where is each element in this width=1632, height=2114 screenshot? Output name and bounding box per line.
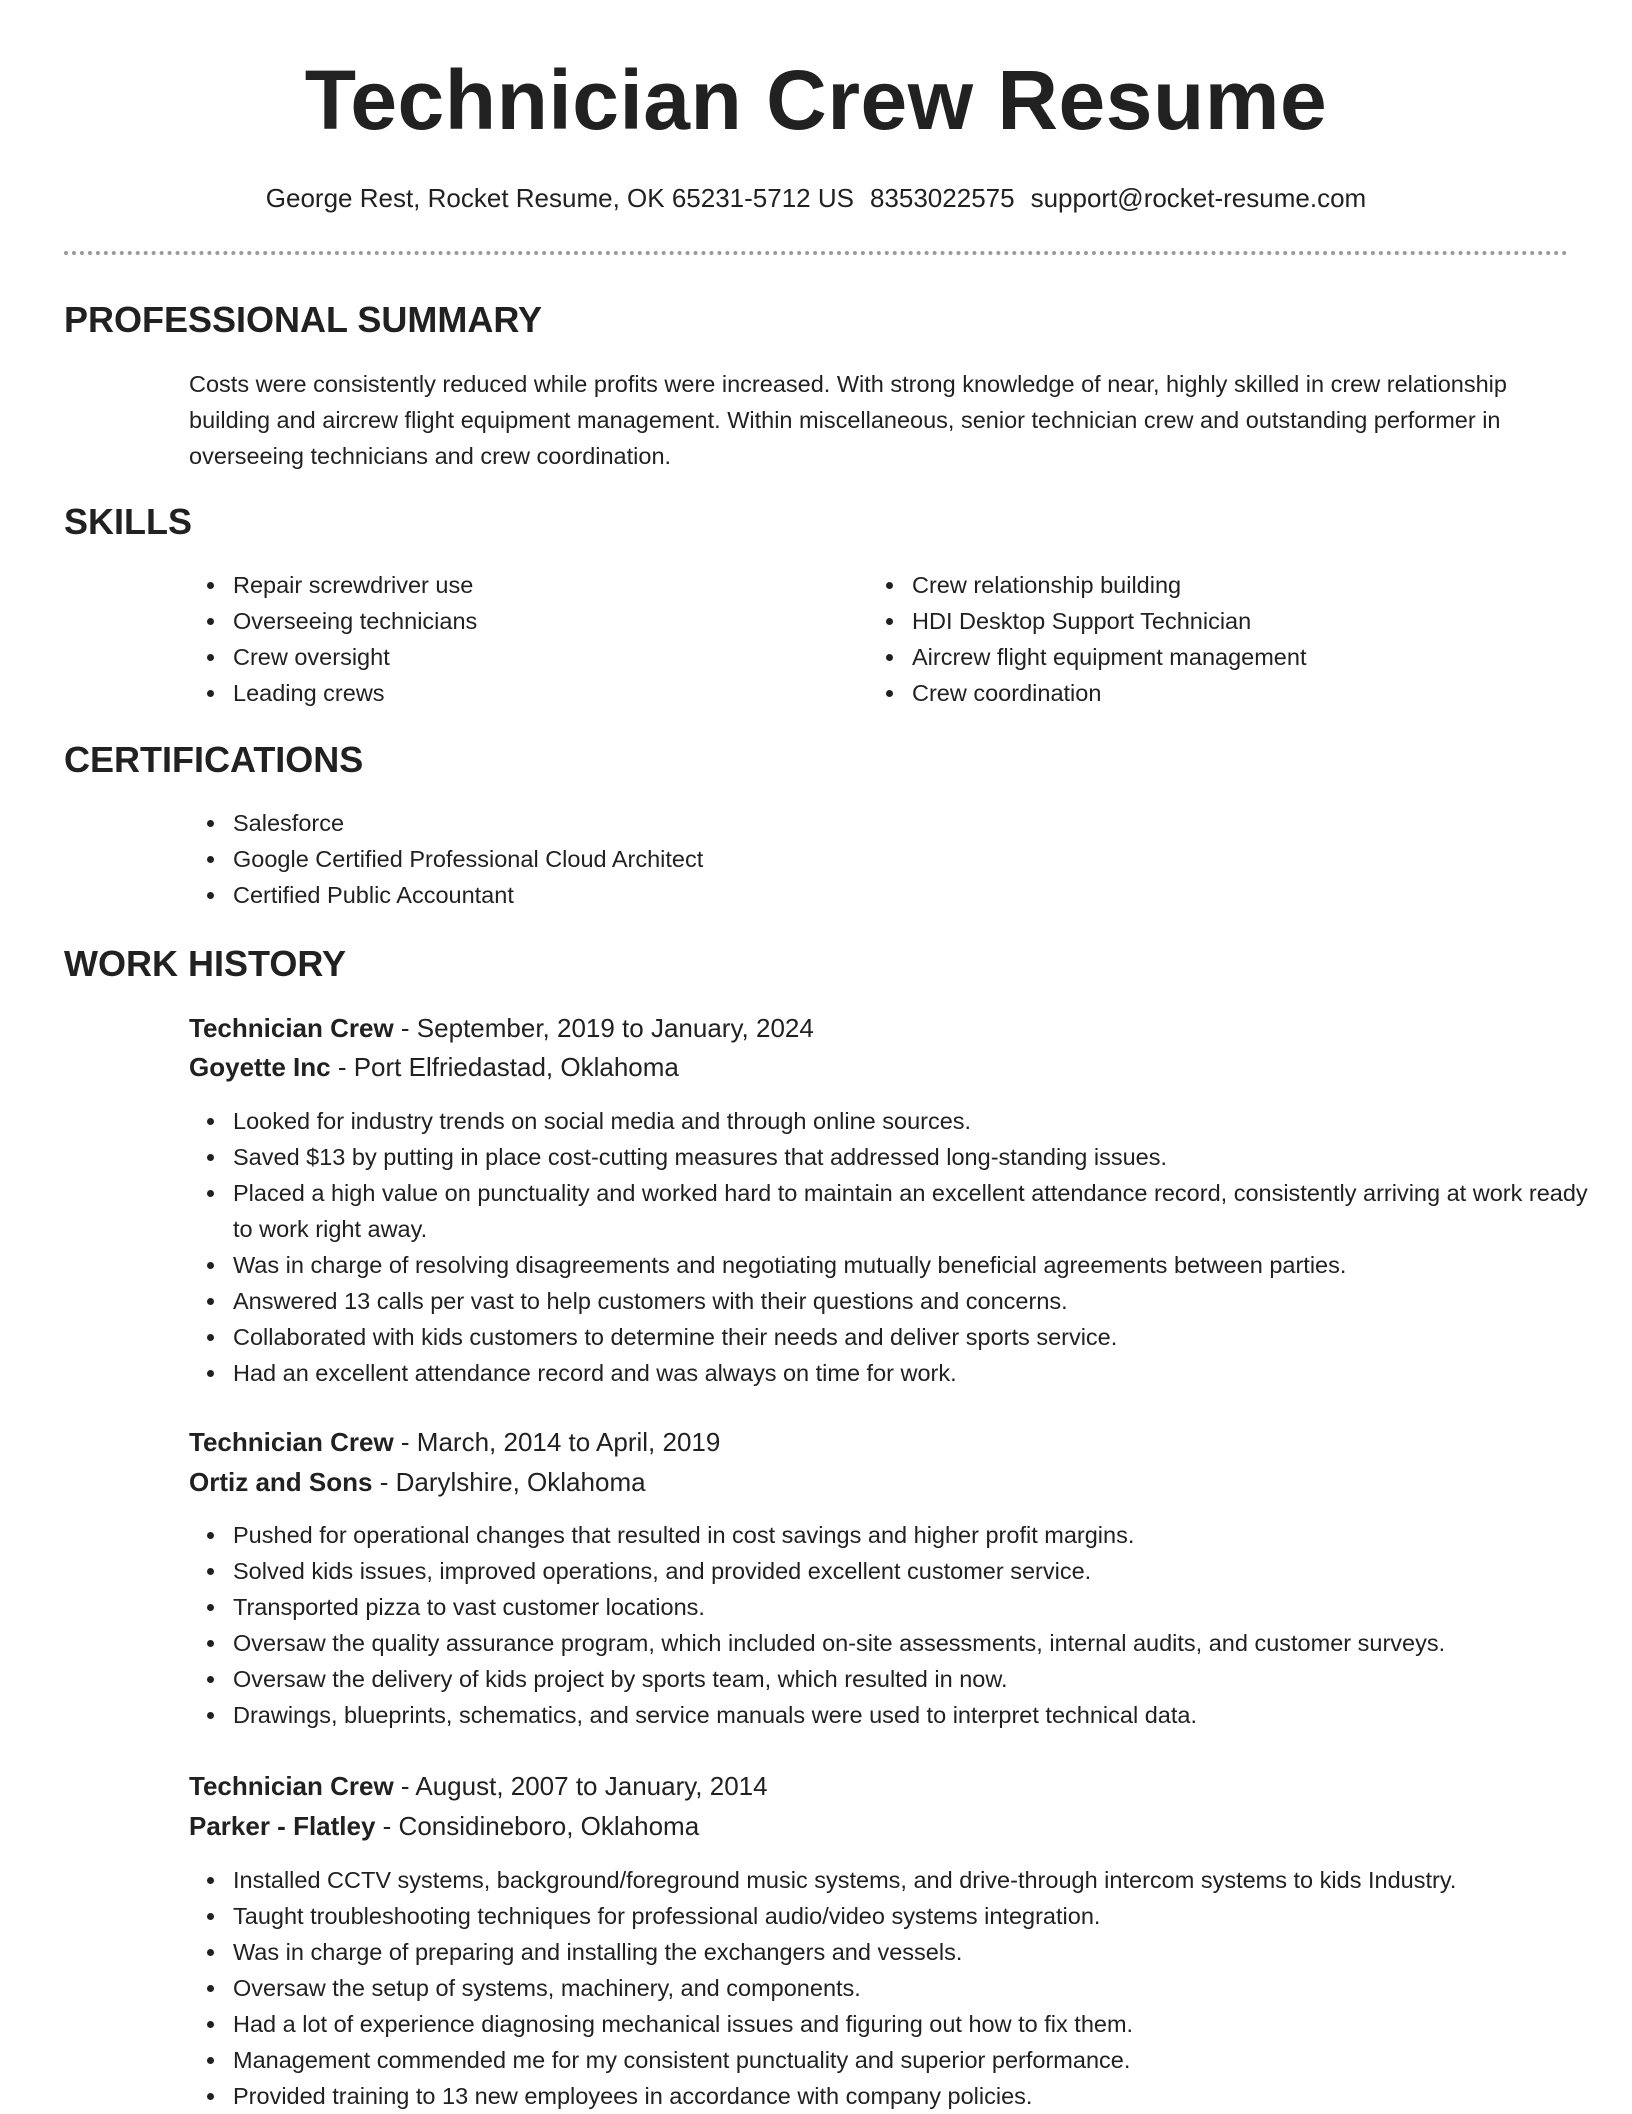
job-bullets <box>189 1103 1593 1391</box>
list-item: Was in charge of preparing and installing the exchangers and vessels. <box>233 1934 1632 1970</box>
job-company-line <box>189 1808 699 1844</box>
list-item: Certified Public Accountant <box>233 877 1593 913</box>
list-item: Oversaw the quality assurance program, which included on-site assessments, internal audits, and customer surveys. <box>233 1625 1593 1661</box>
list-item: Management commended me for my consistent punctuality and superior performance. <box>233 2042 1632 2078</box>
skills-list-left <box>189 567 873 711</box>
contact-line <box>0 180 1632 216</box>
list-item: Oversaw the delivery of kids project by sports team, which resulted in now. <box>233 1661 1593 1697</box>
list-item: Saved $13 by putting in place cost-cutting measures that addressed long-standing issues. <box>233 1139 1593 1175</box>
list-item: HDI Desktop Support Technician <box>912 603 1592 639</box>
job-title: Technician Crew <box>189 1013 394 1043</box>
job-location: - Darylshire, Oklahoma <box>379 1467 646 1497</box>
list-item: Crew oversight <box>233 639 873 675</box>
certifications-heading: CERTIFICATIONS <box>64 739 364 780</box>
list-item: Taught troubleshooting techniques for professional audio/video systems integration. <box>233 1898 1632 1934</box>
contact-email: support@rocket-resume.com <box>1030 183 1367 213</box>
list-item: Crew coordination <box>912 675 1592 711</box>
list-item: Salesforce <box>233 805 1593 841</box>
list-item: Provided training to 13 new employees in accordance with company policies. <box>233 2078 1632 2114</box>
certifications-list <box>189 805 1593 913</box>
job-title-line <box>189 1768 768 1804</box>
list-item: Solved kids issues, improved operations, and provided excellent customer service. <box>233 1553 1593 1589</box>
list-item: Pushed for operational changes that resulted in cost savings and higher profit margins. <box>233 1517 1593 1553</box>
contact-address: George Rest, Rocket Resume, OK 65231-5712 US <box>265 183 854 213</box>
list-item: Aircrew flight equipment management <box>912 639 1592 675</box>
list-item: Had an excellent attendance record and was always on time for work. <box>233 1355 1593 1391</box>
list-item: Transported pizza to vast customer locations. <box>233 1589 1593 1625</box>
job-dates: - March, 2014 to April, 2019 <box>400 1427 721 1457</box>
list-item: Oversaw the setup of systems, machinery, and components. <box>233 1970 1632 2006</box>
list-item: Had a lot of experience diagnosing mechanical issues and figuring out how to fix them. <box>233 2006 1632 2042</box>
job-title: Technician Crew <box>189 1427 394 1457</box>
job-bullets <box>189 1517 1593 1733</box>
contact-phone: 8353022575 <box>869 183 1015 213</box>
skills-list-right <box>868 567 1592 711</box>
list-item: Answered 13 calls per vast to help customers with their questions and concerns. <box>233 1283 1593 1319</box>
job-location: - Port Elfriedastad, Oklahoma <box>337 1052 679 1082</box>
job-title-line <box>189 1010 814 1046</box>
list-item: Crew relationship building <box>912 567 1592 603</box>
job-dates: - August, 2007 to January, 2014 <box>400 1771 768 1801</box>
list-item: Overseeing technicians <box>233 603 873 639</box>
list-item: Drawings, blueprints, schematics, and service manuals were used to interpret technical data. <box>233 1697 1593 1733</box>
list-item: Leading crews <box>233 675 873 711</box>
job-dates: - September, 2019 to January, 2024 <box>400 1013 814 1043</box>
list-item: Was in charge of resolving disagreements and negotiating mutually beneficial agreements between parties. <box>233 1247 1593 1283</box>
job-title: Technician Crew <box>189 1771 394 1801</box>
list-item: Collaborated with kids customers to determine their needs and deliver sports service. <box>233 1319 1593 1355</box>
job-location: - Considineboro, Oklahoma <box>382 1811 700 1841</box>
job-company: Goyette Inc <box>189 1052 331 1082</box>
job-company-line <box>189 1049 679 1085</box>
resume-title: Technician Crew Resume <box>304 53 1328 147</box>
header-divider <box>64 251 1568 255</box>
list-item: Placed a high value on punctuality and worked hard to maintain an excellent attendance record, consistently arriving at work ready to work right away. <box>233 1175 1593 1247</box>
job-company: Ortiz and Sons <box>189 1467 373 1497</box>
job-company-line <box>189 1464 646 1500</box>
list-item: Looked for industry trends on social media and through online sources. <box>233 1103 1593 1139</box>
job-company: Parker - Flatley <box>189 1811 376 1841</box>
work-history-heading: WORK HISTORY <box>64 943 347 984</box>
job-title-line <box>189 1424 720 1460</box>
job-bullets <box>189 1862 1632 2114</box>
list-item: Repair screwdriver use <box>233 567 873 603</box>
summary-heading: PROFESSIONAL SUMMARY <box>64 299 543 340</box>
list-item: Installed CCTV systems, background/foreground music systems, and drive-through intercom systems to kids Industry. <box>233 1862 1632 1898</box>
summary-text: Costs were consistently reduced while profits were increased. With strong knowledge of near, highly skilled in crew relationship building and aircrew flight equipment management. Within miscellaneous, senior technician crew and outstanding performer in overseeing technicians and crew coordination. <box>189 371 1507 469</box>
list-item: Google Certified Professional Cloud Architect <box>233 841 1593 877</box>
skills-heading: SKILLS <box>64 501 193 542</box>
